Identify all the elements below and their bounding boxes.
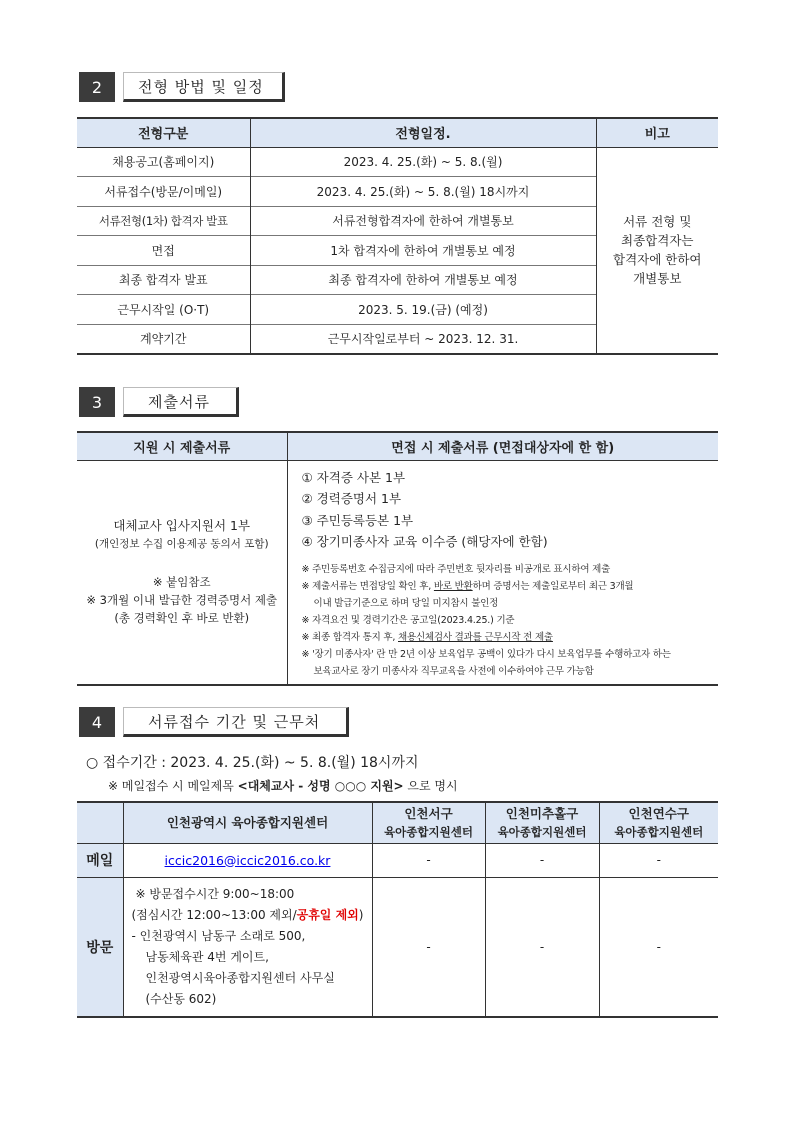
doc-item: ③ 주민등록등본 1부 <box>301 512 414 528</box>
table-row <box>77 877 718 1017</box>
schedule-cell: 서류전형합격자에 한하여 개별통보 <box>250 206 596 236</box>
category-cell: 서류전형(1차) 합격자 발표 <box>77 206 250 236</box>
section-3-number: 3 <box>79 387 115 417</box>
apply-docs-cell <box>77 460 287 685</box>
category-cell: 서류접수(방문/이메일) <box>77 177 250 207</box>
apply-doc-line: ※ 3개월 이내 발급한 경력증명서 제출 <box>86 593 278 608</box>
header-seogu-center: 인천서구 육아종합지원센터 <box>372 802 485 843</box>
section-4-title: 서류접수 기간 및 근무처 <box>123 707 349 737</box>
schedule-cell: 2023. 4. 25.(화) ~ 5. 8.(월) <box>250 147 596 177</box>
note-item: ※ 최종 합격자 통지 후, 채용신체검사 결과를 근무시작 전 제출 <box>301 631 553 643</box>
note-item: ※ 주민등록번호 수집금지에 따라 주민번호 뒷자리를 비공개로 표시하여 제출 <box>301 563 611 575</box>
note-line: 합격자에 한하여 <box>613 252 702 267</box>
header-yeonsu-center: 인천연수구 육아종합지원센터 <box>599 802 718 843</box>
table-row <box>77 843 718 877</box>
mail-label: 메일 <box>77 843 123 877</box>
doc-item: ④ 장기미종사자 교육 이수증 (해당자에 한함) <box>301 534 548 549</box>
visit-info-cell: ※ 방문접수시간 9:00~18:00 (점심시간 12:00~13:00 제외/공휴일 제외) - 인천광역시 남동구 소래로 500, 남동체육관 4번 게이트, 인천광역시육아종합지원센터 사무실 (수산동 602) <box>123 877 372 1017</box>
category-cell: 채용공고(홈페이지) <box>77 147 250 177</box>
schedule-cell: 2023. 4. 25.(화) ~ 5. 8.(월) 18시까지 <box>250 177 596 207</box>
dash-cell: - <box>372 877 485 1017</box>
note-item: ※ 자격요건 및 경력기간은 공고일(2023.4.25.) 기준 <box>301 614 515 626</box>
doc-item: ② 경력증명서 1부 <box>301 491 402 506</box>
header-interview-docs: 면접 시 제출서류 (면접대상자에 한 함) <box>287 432 718 460</box>
workplace-table <box>77 801 718 1018</box>
header-apply-docs: 지원 시 제출서류 <box>77 432 287 460</box>
apply-doc-line: (개인정보 수집 이용제공 동의서 포함) <box>94 538 269 551</box>
category-cell: 최종 합격자 발표 <box>77 265 250 295</box>
dash-cell: - <box>485 843 599 877</box>
dash-cell: - <box>372 843 485 877</box>
schedule-cell: 1차 합격자에 한하여 개별통보 예정 <box>250 236 596 266</box>
category-cell: 면접 <box>77 236 250 266</box>
note-line: 최종합격자는 <box>621 233 694 248</box>
schedule-header-row <box>77 118 718 147</box>
header-empty <box>77 802 123 843</box>
section-4-number: 4 <box>79 707 115 737</box>
schedule-table <box>77 117 718 355</box>
section-2-header <box>79 72 285 102</box>
header-schedule: 전형일정. <box>250 118 596 147</box>
doc-item: ① 자격증 사본 1부 <box>301 469 406 485</box>
note-item: ※ 제출서류는 면접당일 확인 후, 바로 반환하며 증명서는 제출일로부터 최근 3개월 이내 발급기준으로 하며 당일 미지참시 불인정 <box>301 580 634 609</box>
section-4-header <box>79 707 349 737</box>
dash-cell: - <box>485 877 599 1017</box>
mail-subject-note: ※ 메일접수 시 메일제목 <대체교사 - 성명 ○○○ 지원> 으로 명시 <box>108 779 458 793</box>
category-cell: 계약기간 <box>77 324 250 354</box>
section-3-title: 제출서류 <box>123 387 239 417</box>
section-2-title: 전형 방법 및 일정 <box>123 72 285 102</box>
note-line: 개별통보 <box>633 271 682 286</box>
documents-table <box>77 431 718 686</box>
header-incheon-center: 인천광역시 육아종합지원센터 <box>123 802 372 843</box>
note-line: 서류 전형 및 <box>623 214 692 229</box>
dash-cell: - <box>599 877 718 1017</box>
note-list <box>302 561 719 680</box>
table-row <box>77 147 718 177</box>
category-cell: 근무시작일 (O·T) <box>77 295 250 325</box>
apply-doc-line: 대체교사 입사지원서 1부 <box>113 518 251 534</box>
documents-header-row <box>77 432 718 460</box>
workplace-header-row <box>77 802 718 843</box>
section-2-number: 2 <box>79 72 115 102</box>
schedule-cell: 2023. 5. 19.(금) (예정) <box>250 295 596 325</box>
apply-doc-line: (총 경력확인 후 바로 반환) <box>114 611 250 626</box>
dash-cell: - <box>599 843 718 877</box>
header-note: 비고 <box>596 118 718 147</box>
header-michuhol-center: 인천미추홀구 육아종합지원센터 <box>485 802 599 843</box>
interview-docs-cell <box>287 460 718 685</box>
schedule-cell: 최종 합격자에 한하여 개별통보 예정 <box>250 265 596 295</box>
visit-label: 방문 <box>77 877 123 1017</box>
header-category: 전형구분 <box>77 118 250 147</box>
email-cell <box>123 843 372 877</box>
schedule-cell: 근무시작일로부터 ~ 2023. 12. 31. <box>250 324 596 354</box>
application-period: ○ 접수기간 : 2023. 4. 25.(화) ~ 5. 8.(월) 18시까지 <box>86 755 419 771</box>
email-link[interactable]: iccic2016@iccic2016.co.kr <box>164 852 331 868</box>
note-item: ※ '장기 미종사자' 란 만 2년 이상 보육업무 공백이 있다가 다시 보육업무를 수행하고자 하는 보육교사로 장기 미종사자 직무교육을 사전에 이수하여야 근무 가능함 <box>301 648 671 677</box>
section-3-header <box>79 387 239 417</box>
note-cell <box>596 147 718 354</box>
apply-doc-line: ※ 붙임참조 <box>152 575 211 590</box>
table-row <box>77 460 718 685</box>
